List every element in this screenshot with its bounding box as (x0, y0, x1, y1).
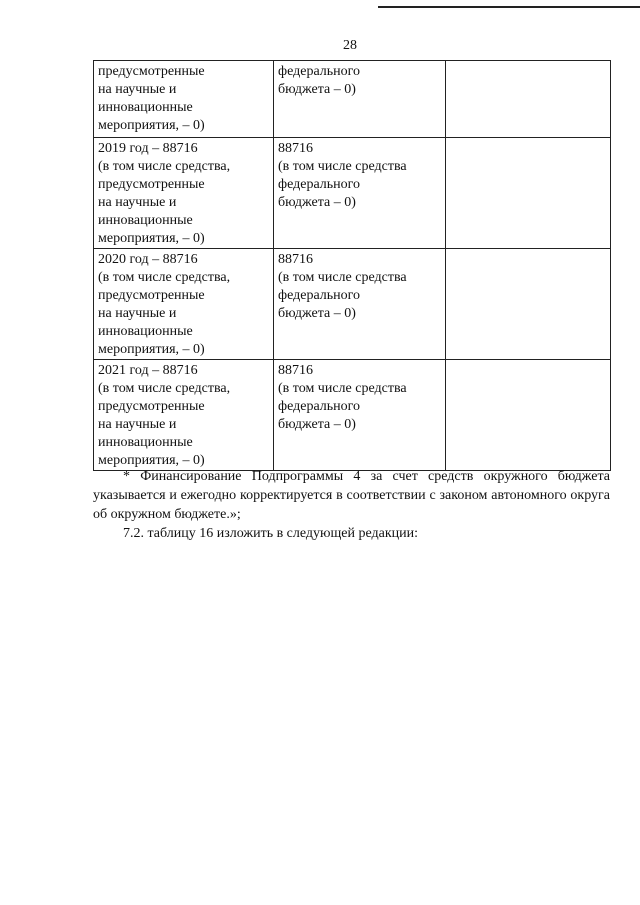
table-cell-empty (446, 249, 611, 360)
table-cell-empty (446, 360, 611, 471)
table-row (94, 249, 611, 360)
funding-table (93, 60, 611, 471)
table-cell-amount: 88716 (в том числе средства федерального бюджета – 0) (274, 138, 446, 249)
table-cell-period: 2020 год – 88716 (в том числе средства, предусмотренные на научные и инновационные мероприятия, – 0) (94, 249, 274, 360)
instruction-paragraph: 7.2. таблицу 16 изложить в следующей редакции: (123, 526, 419, 541)
table-cell-empty (446, 138, 611, 249)
table-row (94, 138, 611, 249)
table-row (94, 61, 611, 138)
table-cell-amount: 88716 (в том числе средства федерального бюджета – 0) (274, 249, 446, 360)
table-cell-period: 2019 год – 88716 (в том числе средства, предусмотренные на научные и инновационные мероприятия, – 0) (94, 138, 274, 249)
table-cell-empty (446, 61, 611, 138)
top-rule (378, 6, 640, 8)
footnote-paragraph: * Финансирование Подпрограммы 4 за счет средств окружного бюджета указывается и ежегодно корректируется в соответствии с законом автономного округа об окружном бюджете.»; (93, 469, 610, 522)
table-cell-period: 2021 год – 88716 (в том числе средства, предусмотренные на научные и инновационные мероприятия, – 0) (94, 360, 274, 471)
table-cell-amount: 88716 (в том числе средства федерального бюджета – 0) (274, 360, 446, 471)
table-row (94, 360, 611, 471)
table-cell-amount: федерального бюджета – 0) (274, 61, 446, 138)
table-cell-period: предусмотренные на научные и инновационные мероприятия, – 0) (94, 61, 274, 138)
page-number: 28 (343, 38, 357, 53)
